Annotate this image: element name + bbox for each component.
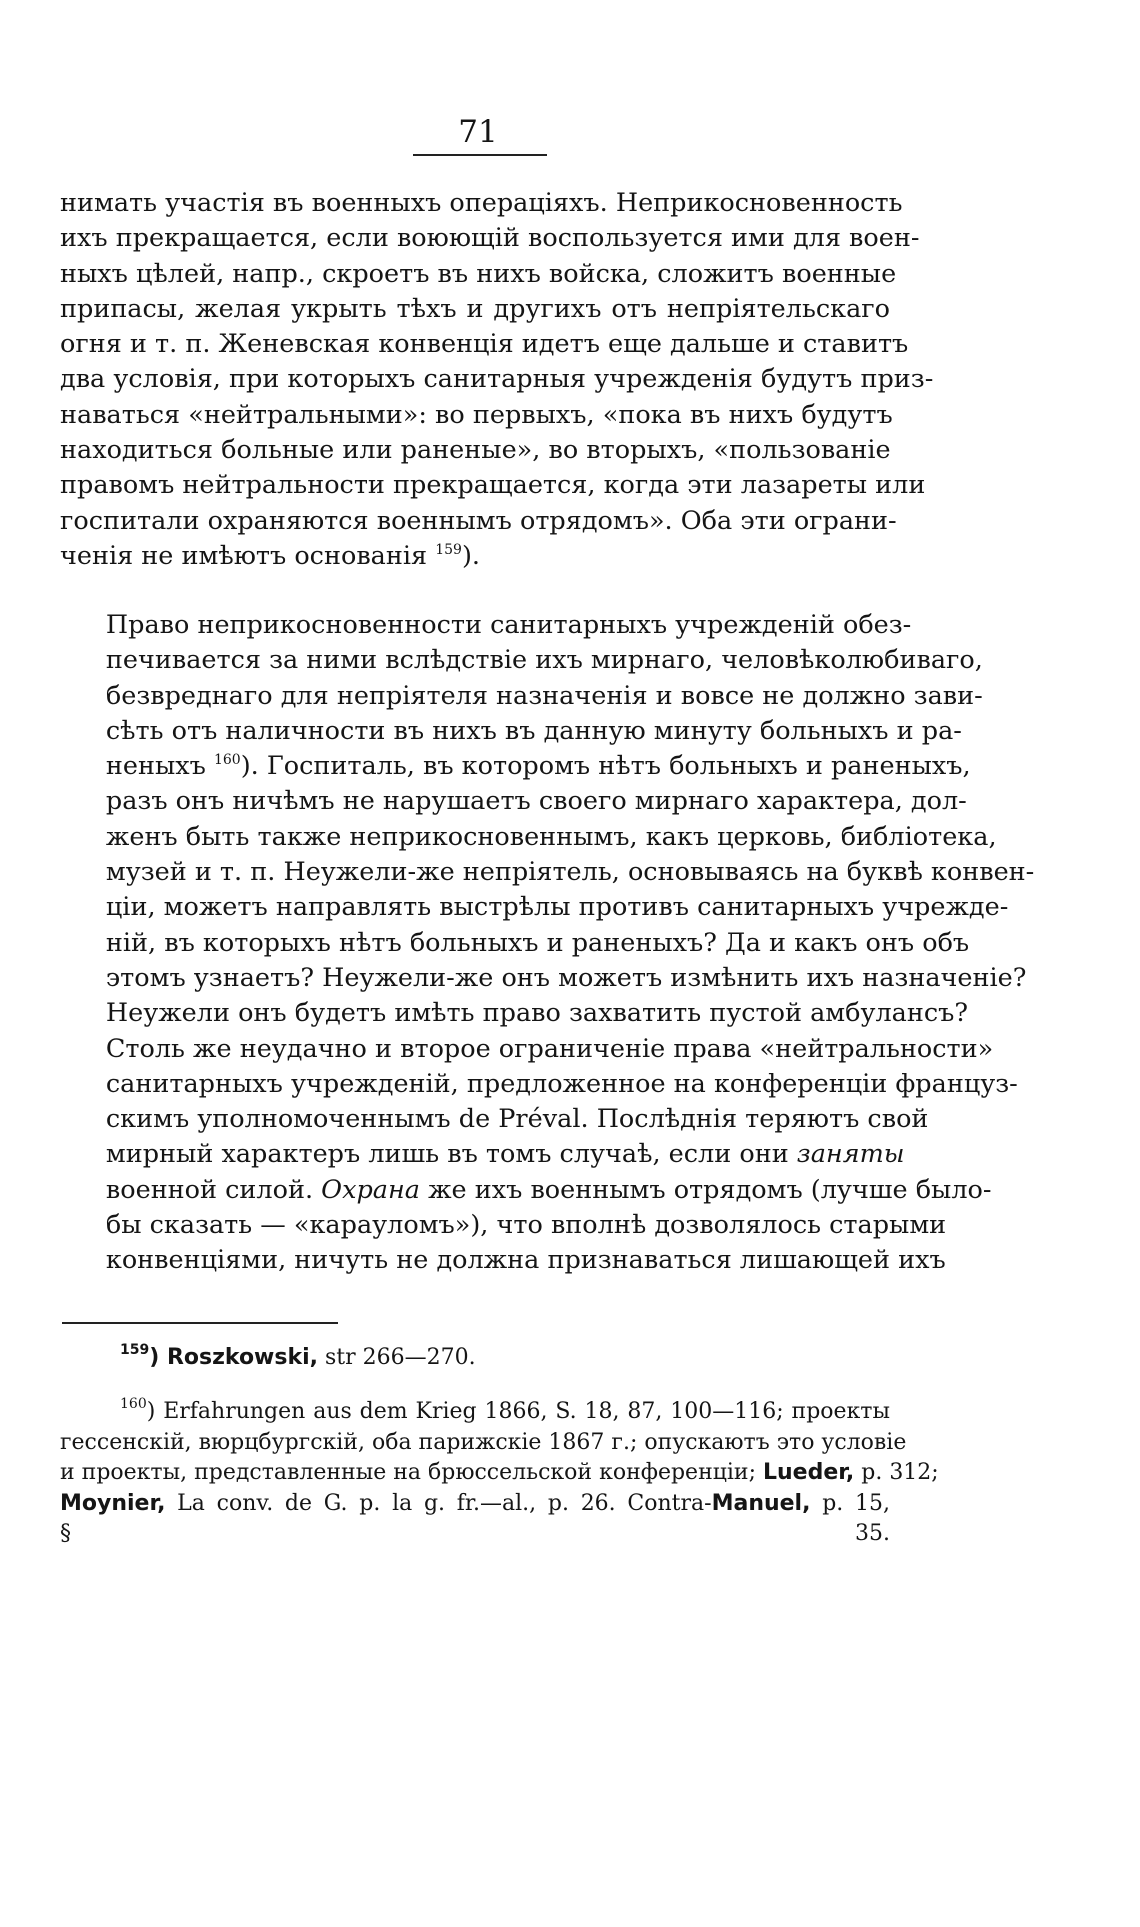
text-line: находиться больные или раненые», во вторыхъ, «пользованіе (60, 435, 891, 466)
paragraph-2 (60, 608, 1035, 1279)
text-line: Столь же неудачно и второе ограниченіе права «нейтральности» (105, 1033, 994, 1064)
author-name: Manuel, (711, 1490, 811, 1516)
text-line: наваться «нейтральными»: во первыхъ, «пока въ нихъ будутъ (60, 399, 893, 430)
footnote-separator (62, 1322, 338, 1324)
text-line: скимъ уполномоченнымъ de Préval. Послѣднія теряютъ свой (105, 1104, 929, 1135)
text-line: женъ быть также неприкосновеннымъ, какъ церковь, библіотека, (105, 821, 997, 852)
author-name: Lueder, (763, 1460, 855, 1485)
footnote-line (60, 1397, 890, 1428)
text-line: безвреднаго для непріятеля назначенія и вовсе не должно зави- (105, 680, 983, 711)
text-segment: ченія не имѣютъ основанія (60, 540, 436, 571)
text-line: ныхъ цѣлей, напр., скроетъ въ нихъ войска, сложитъ военные (60, 258, 897, 289)
text-line: ихъ прекращается, если воюющій воспользуется ими для воен- (60, 223, 920, 254)
page-number: 71 (458, 114, 498, 150)
text-segment: неныхъ (105, 751, 214, 782)
paragraph-1 (60, 186, 934, 574)
text-segment: ) Erfahrungen aus dem Krieg 1866, S. 18, 87, 100—116; проекты (146, 1399, 890, 1424)
text-segment: ). (461, 540, 481, 571)
text-segment: ) (149, 1345, 167, 1370)
text-line: бы сказать — «карауломъ»), что вполнѣ дозволялось старыми (105, 1210, 947, 1241)
text-line: печивается за ними вслѣдствіе ихъ мирнаго, человѣколюбиваго, (105, 645, 983, 676)
text-line: Неужели онъ будетъ имѣть право захватить пустой амбулансъ? (105, 998, 969, 1029)
footnote-number: 160 (120, 1396, 147, 1412)
text-line: этомъ узнаетъ? Неужели-же онъ можетъ измѣнить ихъ назначеніе? (105, 962, 1027, 993)
text-line (60, 539, 890, 574)
text-segment: La conv. de G. p. la g. fr.—al., p. 26. Contra- (165, 1490, 712, 1516)
text-line: музей и т. п. Неужели-же непріятель, основываясь на буквѣ конвен- (105, 857, 1035, 888)
footnote-ref-160[interactable]: 160 (213, 752, 241, 769)
text-line: разъ онъ ничѣмъ не нарушаетъ своего мирнаго характера, дол- (105, 786, 967, 817)
text-line: госпитали охраняются военнымъ отрядомъ». Оба эти ограни- (60, 505, 897, 536)
text-segment: военной силой. (105, 1174, 322, 1205)
text-line: ній, въ которыхъ нѣтъ больныхъ и раненыхъ? Да и какъ онъ объ (105, 927, 970, 958)
footnote-line: гессенскій, вюрцбургскій, оба парижскіе 1867 г.; опускаютъ это условіе (60, 1429, 907, 1455)
text-line: сѣть отъ наличности въ нихъ въ данную минуту больныхъ и ра- (105, 715, 962, 746)
italic-word: Охрана (321, 1174, 420, 1205)
text-line (60, 1173, 992, 1208)
footnote-line (60, 1458, 939, 1489)
text-line: огня и т. п. Женевская конвенція идетъ еще дальше и ставитъ (60, 329, 909, 360)
text-line: припасы, желая укрыть тѣхъ и другихъ отъ непріятельскаго (60, 293, 890, 324)
footnote-number: 159 (120, 1342, 150, 1358)
text-line (60, 749, 971, 784)
text-line: два условія, при которыхъ санитарныя учрежденія будутъ приз- (60, 364, 934, 395)
footnote-line: § 35. (60, 1521, 890, 1546)
text-segment: p. 312; (854, 1460, 939, 1485)
text-line: правомъ нейтральности прекращается, когда эти лазареты или (60, 470, 926, 501)
footnote-line (60, 1342, 476, 1370)
text-line: санитарныхъ учрежденій, предложенное на конференціи француз- (105, 1068, 1018, 1099)
text-line: конвенціями, ничуть не должна признаваться лишающей ихъ (105, 1245, 946, 1276)
text-segment: ). Госпиталь, въ которомъ нѣтъ больныхъ и раненыхъ, (240, 751, 971, 782)
text-segment: мирный характеръ лишь въ томъ случаѣ, если они (105, 1139, 797, 1170)
text-line (60, 1137, 905, 1172)
author-name: Roszkowski, (166, 1345, 319, 1370)
page-number-rule (413, 154, 547, 156)
text-segment: str 266—270. (318, 1345, 476, 1370)
footnote-159 (60, 1343, 890, 1374)
italic-word: заняты (796, 1139, 905, 1170)
text-line: Право неприкосновенности санитарныхъ учрежденій обез- (105, 610, 912, 640)
text-segment: же ихъ военнымъ отрядомъ (лучше было- (419, 1174, 992, 1205)
text-segment: и проекты, представленные на брюссельской конференціи; (60, 1460, 763, 1485)
text-segment: p. 15, (810, 1490, 890, 1516)
text-line: ціи, можетъ направлять выстрѣлы противъ санитарныхъ учрежде- (105, 892, 1009, 923)
footnote-160 (60, 1396, 939, 1550)
author-name: Moynier, (60, 1490, 166, 1516)
footnote-line (60, 1489, 890, 1520)
text-line: нимать участія въ военныхъ операціяхъ. Неприкосновенность (60, 188, 903, 218)
footnote-ref-159[interactable]: 159 (435, 541, 462, 558)
